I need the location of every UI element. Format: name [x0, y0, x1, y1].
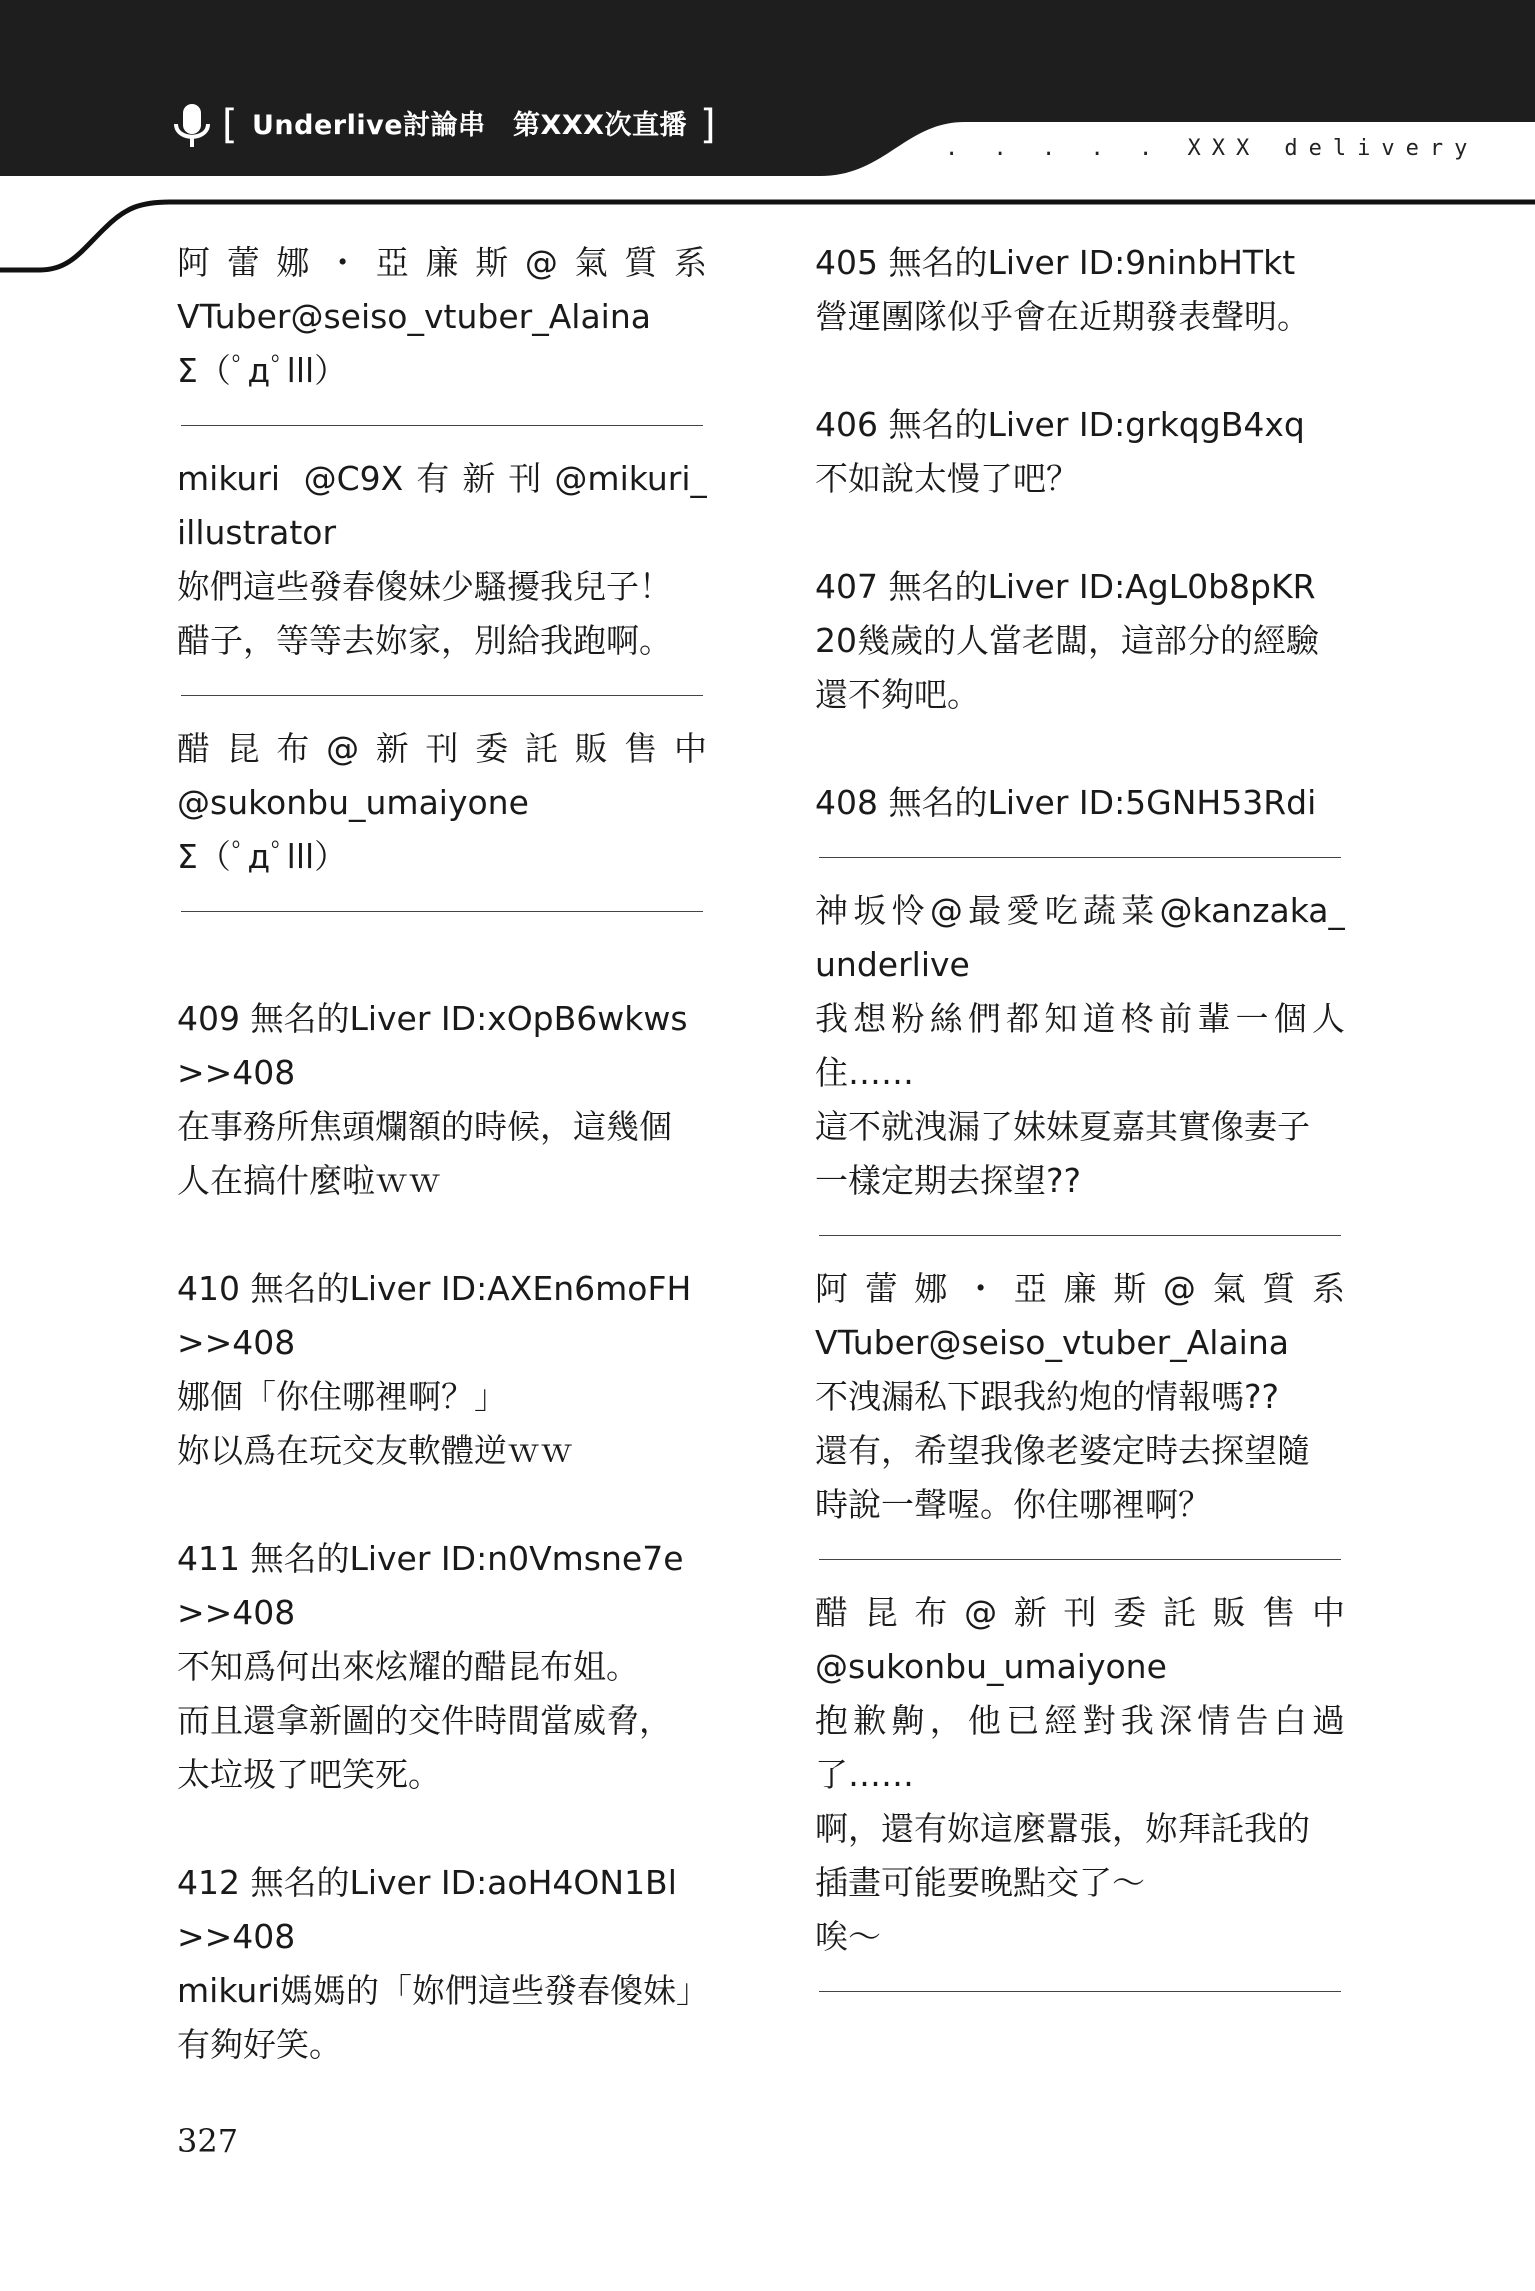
post-text-line: mikuri媽媽的「妳們這些發春傻妹」 [177, 1971, 710, 2010]
post-text-line: 妳們這些發春傻妹少騷擾我兒子！ [177, 567, 672, 606]
post-spacer [815, 506, 1345, 560]
post-text-line: 住…… [815, 1053, 914, 1092]
post-text-line: mikuri @C9X有新刊@mikuri_ [177, 459, 707, 498]
post-text-line: 太垃圾了吧笑死。 [177, 1755, 441, 1794]
post-text-line: illustrator [177, 513, 337, 552]
bracket-close: ] [700, 102, 716, 148]
post-text-line: 不如說太慢了吧？ [815, 459, 1079, 498]
post-text-line: @sukonbu_umaiyone [815, 1647, 1167, 1686]
post-divider [177, 668, 707, 722]
post-text-line: 而且還拿新圖的交件時間當威脅， [177, 1701, 672, 1740]
post-text-line: VTuber@seiso_vtuber_Alaina [815, 1323, 1289, 1362]
post-spacer [815, 722, 1345, 776]
post-text-line: 醋昆布@新刊委託販售中 [177, 729, 707, 768]
post-text-line: 營運團隊似乎會在近期發表聲明。 [815, 297, 1310, 336]
post-divider [815, 1964, 1345, 2018]
post-text-line: 409 無名的Liver ID:xOpB6wkws [177, 999, 688, 1038]
post-text-line: 人在搞什麼啦ｗｗ [177, 1161, 441, 1200]
post-text-line: Σ（ﾟдﾟlll） [177, 837, 348, 876]
post-text-line: 不洩漏私下跟我約炮的情報嗎?? [815, 1377, 1280, 1416]
post-text-line: >>408 [177, 1053, 296, 1092]
post-divider [815, 1208, 1345, 1262]
post-text-line: 412 無名的Liver ID:aoH4ON1Bl [177, 1863, 677, 1902]
post-text-line: 在事務所焦頭爛額的時候，這幾個 [177, 1107, 672, 1146]
post-text-line: 406 無名的Liver ID:grkqgB4xq [815, 405, 1305, 444]
post-text-line: 不知爲何出來炫耀的醋昆布姐。 [177, 1647, 639, 1686]
post-text-line: Σ（ﾟдﾟlll） [177, 351, 348, 390]
post-text-line: 妳以爲在玩交友軟體逆ｗｗ [177, 1431, 573, 1470]
bracket-open: [ [222, 102, 238, 148]
post-text-line: 有夠好笑。 [177, 2025, 342, 2064]
post-text-line: 娜個「你住哪裡啊？」 [177, 1377, 507, 1416]
right-column [815, 236, 1345, 2018]
post-text-line: 410 無名的Liver ID:AXEn6moFH [177, 1269, 692, 1308]
post-text-line: 407 無名的Liver ID:AgL0b8pKR [815, 567, 1316, 606]
post-text-line: 一樣定期去探望?? [815, 1161, 1082, 1200]
post-text-line: >>408 [177, 1917, 296, 1956]
post-text-line: 醋昆布@新刊委託販售中 [815, 1593, 1345, 1632]
post-text-line: 我想粉絲們都知道柊前輩一個人 [815, 999, 1345, 1038]
post-text-line: 插畫可能要晚點交了～ [815, 1863, 1145, 1902]
post-text-line: >>408 [177, 1323, 296, 1362]
post-text-line: >>408 [177, 1593, 296, 1632]
post-text-line: 還不夠吧。 [815, 675, 980, 714]
post-text-line: 還有，希望我像老婆定時去探望隨 [815, 1431, 1310, 1470]
post-text-line: 唉～ [815, 1917, 881, 1956]
left-column [177, 236, 710, 2072]
post-text-line: 阿蕾娜・亞廉斯@氣質系 [177, 243, 707, 282]
post-text-line: 啊，還有妳這麼囂張，妳拜託我的 [815, 1809, 1310, 1848]
post-text-line: 阿蕾娜・亞廉斯@氣質系 [815, 1269, 1345, 1308]
post-text-line: VTuber@seiso_vtuber_Alaina [177, 297, 651, 336]
post-spacer [177, 1208, 707, 1262]
post-text-line: underlive [815, 945, 970, 984]
post-divider [815, 1532, 1345, 1586]
post-text-line: 408 無名的Liver ID:5GNH53Rdi [815, 783, 1317, 822]
post-text-line: 醋子，等等去妳家，別給我跑啊。 [177, 621, 672, 660]
post-text-line: 神坂怜@最愛吃蔬菜@kanzaka_ [815, 891, 1345, 930]
post-divider [177, 398, 707, 452]
post-text-line: 時說一聲喔。你住哪裡啊？ [815, 1485, 1211, 1524]
page-number: 327 [177, 2122, 239, 2160]
post-text-line: 抱歉齁，他已經對我深情告白過 [815, 1701, 1345, 1740]
post-spacer [177, 1802, 707, 1856]
post-text-line: 405 無名的Liver ID:9ninbHTkt [815, 243, 1296, 282]
post-text-line: 411 無名的Liver ID:n0Vmsne7e [177, 1539, 684, 1578]
header-subtitle: . . . . . XXX delivery [945, 136, 1479, 161]
post-spacer [177, 1478, 707, 1532]
post-text-line: 這不就洩漏了妹妹夏嘉其實像妻子 [815, 1107, 1310, 1146]
post-divider [177, 884, 707, 938]
post-divider [815, 830, 1345, 884]
post-spacer [177, 938, 707, 992]
post-text-line: 20幾歲的人當老闆，這部分的經驗 [815, 621, 1319, 660]
post-text-line: 了…… [815, 1755, 914, 1794]
post-spacer [815, 344, 1345, 398]
post-text-line: @sukonbu_umaiyone [177, 783, 529, 822]
header-title: Underlive討論串 第XXX次直播 [252, 110, 687, 141]
